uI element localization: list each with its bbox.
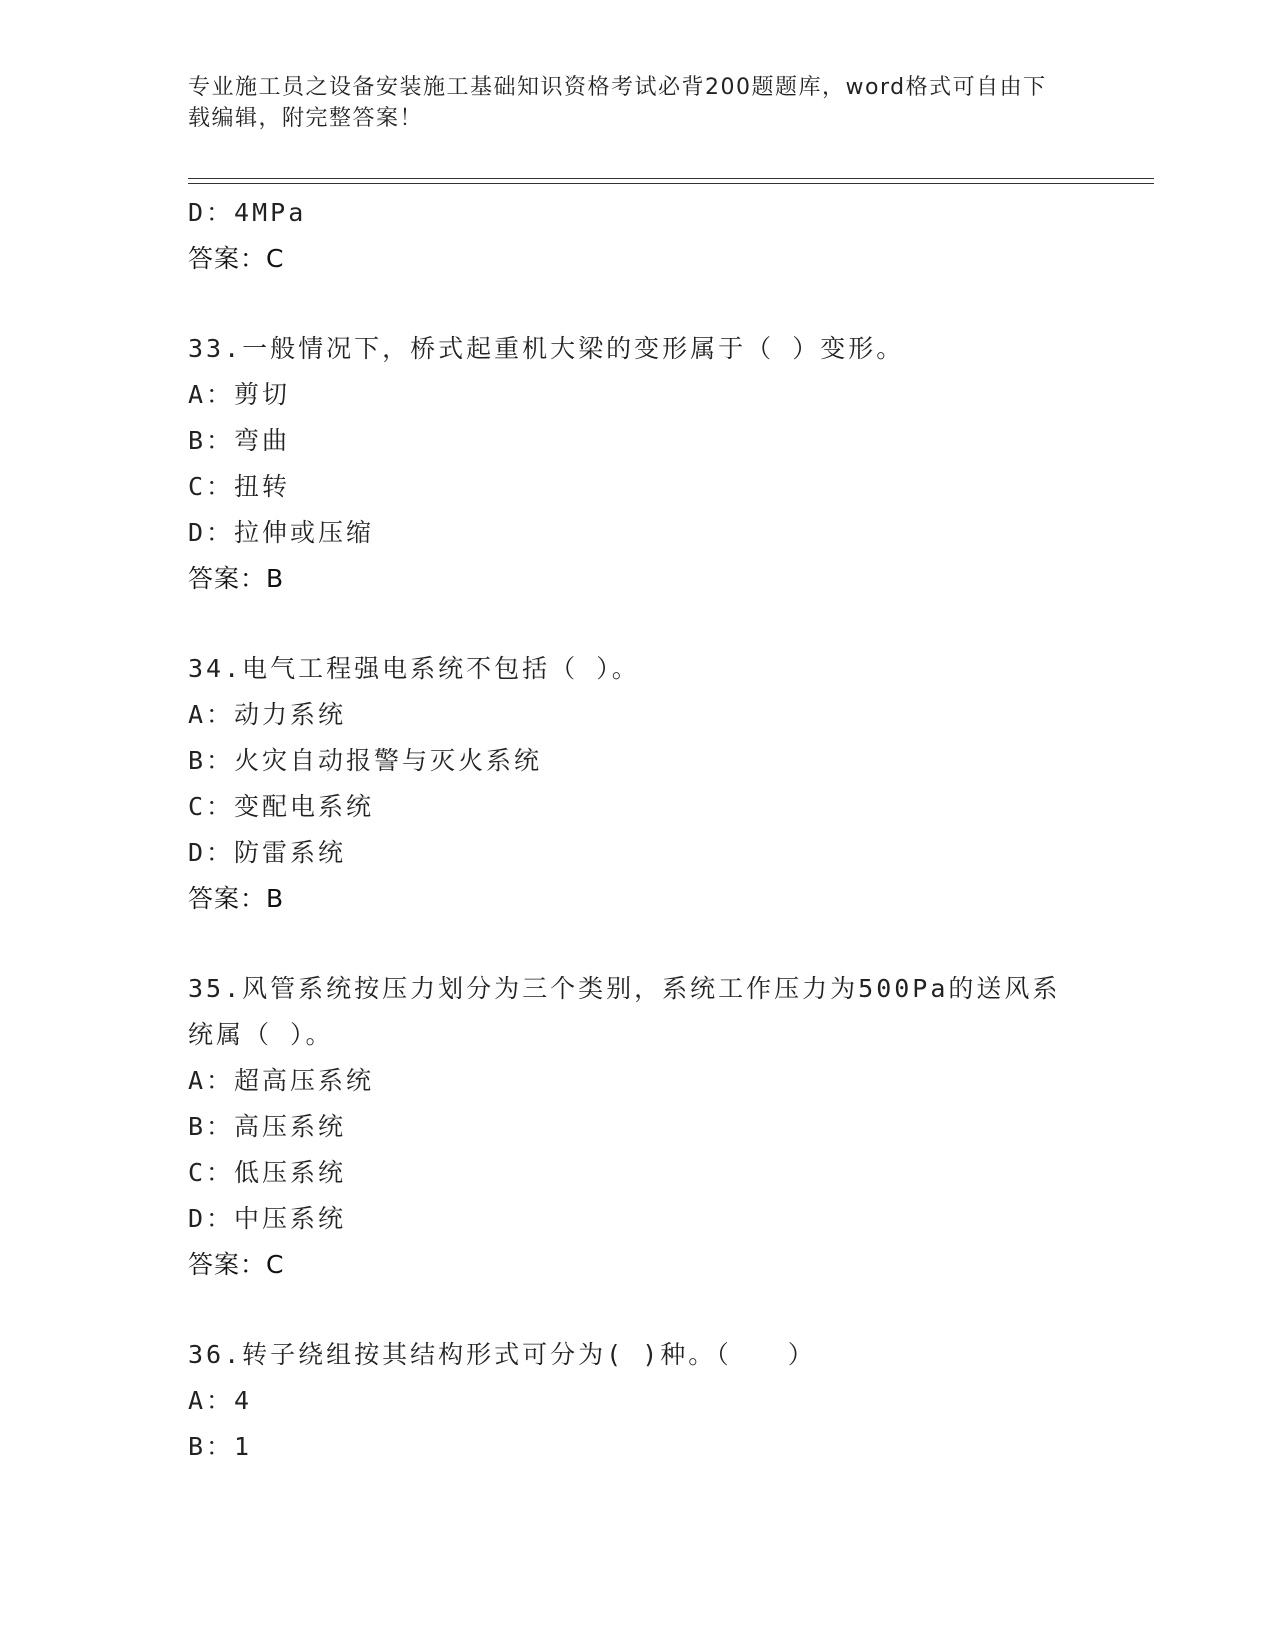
option-c: C：低压系统 [188,1158,347,1187]
option-a: A：动力系统 [188,700,347,729]
document-header: 专业施工员之设备安装施工基础知识资格考试必背200题题库，word格式可自由下载编辑，附完整答案！ [188,75,1047,131]
question-text: 35.风管系统按压力划分为三个类别，系统工作压力为500Pa的送风系统属（ ）。 [188,974,1061,1049]
question-33 [188,326,1088,602]
option-b: B：火灾自动报警与灭火系统 [188,746,543,775]
answer: 答案：B [188,564,285,593]
option-d: D：中压系统 [188,1204,347,1233]
header-divider-bottom [188,183,1154,184]
question-text: 36.转子绕组按其结构形式可分为( )种。（ ） [188,1340,816,1369]
answer: 答案：B [188,884,285,913]
header-divider-top [188,178,1154,179]
option-a: A：4 [188,1386,253,1415]
question-35 [188,966,1088,1288]
option-b: B：弯曲 [188,426,291,455]
option-c: C：变配电系统 [188,792,375,821]
answer: 答案：C [188,244,285,273]
option-d: D：防雷系统 [188,838,347,867]
option-a: A：超高压系统 [188,1066,375,1095]
question-content [188,190,1088,1470]
option-a: A：剪切 [188,380,291,409]
option-c: C：扭转 [188,472,291,501]
question-36 [188,1332,1088,1470]
option-d: D：4MPa [188,198,307,227]
question-text: 33.一般情况下，桥式起重机大梁的变形属于（ ）变形。 [188,334,905,363]
question-34 [188,646,1088,922]
previous-question-tail [188,190,1088,282]
option-b: B：高压系统 [188,1112,347,1141]
question-text: 34.电气工程强电系统不包括（ ）。 [188,654,640,683]
option-d: D：拉伸或压缩 [188,518,375,547]
answer: 答案：C [188,1250,285,1279]
option-b: B：1 [188,1432,253,1461]
